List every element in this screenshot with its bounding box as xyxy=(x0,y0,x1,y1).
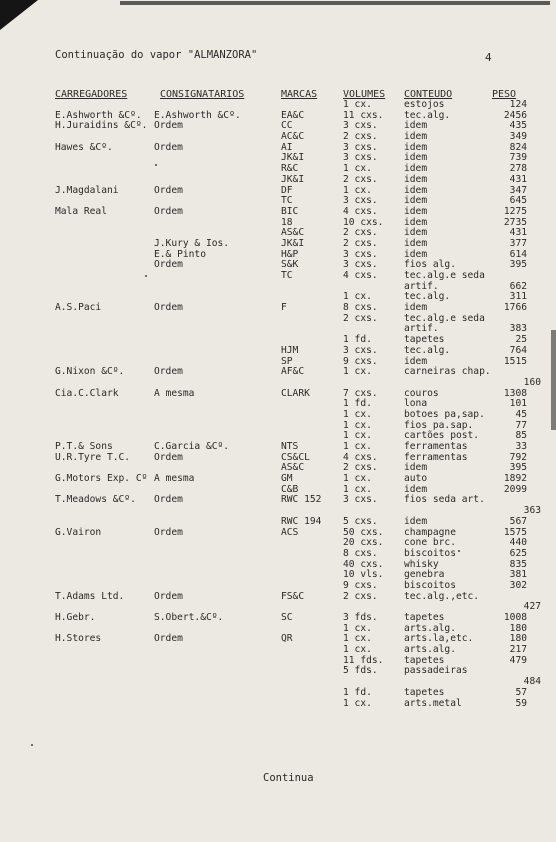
table-row xyxy=(0,506,556,517)
row-mark: BIC xyxy=(281,205,299,217)
row-content: biscoitos xyxy=(404,547,456,559)
row-weight: 625 xyxy=(509,547,527,559)
row-weight: 1515 xyxy=(503,355,527,367)
column-header-contents: CONTEUDO xyxy=(404,89,453,100)
row-volumes: 11 fds. xyxy=(343,654,384,666)
row-consignee: Ordem xyxy=(154,141,183,153)
row-content: idem xyxy=(404,195,428,207)
row-volumes: 1 fd. xyxy=(343,686,372,698)
table-row xyxy=(0,592,556,603)
table-row xyxy=(0,271,556,282)
row-mark: AC&C xyxy=(281,131,305,143)
row-weight: 45 xyxy=(515,408,527,420)
row-weight: 440 xyxy=(509,537,527,549)
table-row xyxy=(0,250,556,261)
row-weight: 383 xyxy=(509,323,527,335)
manifest-table xyxy=(0,100,556,709)
row-content: tec.alg.,etc. xyxy=(404,590,480,602)
row-mark: SP xyxy=(281,355,293,367)
row-volumes: 3 cxs. xyxy=(343,152,378,164)
row-weight: 739 xyxy=(509,152,527,164)
row-weight: 395 xyxy=(509,259,527,271)
table-row xyxy=(0,495,556,506)
dark-corner-mark xyxy=(0,0,38,30)
row-volumes: 1 cx. xyxy=(343,483,372,495)
row-volumes: 1 cx. xyxy=(343,697,372,709)
row-content: cone brc. xyxy=(404,537,456,549)
row-content: passadeiras xyxy=(404,665,468,677)
row-shipper: Mala Real xyxy=(55,205,107,217)
row-volumes: 1 cx. xyxy=(343,473,372,485)
row-content: tec.alg. xyxy=(404,344,451,356)
page-title: Continuação do vapor "ALMANZORA" xyxy=(55,49,258,61)
table-row xyxy=(0,378,556,389)
row-consignee: Ordem xyxy=(154,366,183,378)
row-mark: RWC 194 xyxy=(281,515,322,527)
row-volumes: 20 cxs. xyxy=(343,537,384,549)
row-weight: 792 xyxy=(509,451,527,463)
table-row xyxy=(0,153,556,164)
row-shipper: A.S.Paci xyxy=(55,302,102,314)
row-volumes: 1 cx. xyxy=(343,408,372,420)
table-row xyxy=(0,207,556,218)
table-row xyxy=(0,367,556,378)
row-mark: 18 xyxy=(281,216,293,228)
row-content: tec.alg.e seda xyxy=(404,270,485,281)
row-volumes: 2 cxs. xyxy=(343,462,378,474)
row-mark: EA&C xyxy=(281,109,305,121)
row-volumes: 4 cxs. xyxy=(343,451,378,463)
column-header-volumes: VOLUMES xyxy=(343,89,386,100)
row-weight: 431 xyxy=(509,227,527,239)
row-content: idem xyxy=(404,355,428,367)
row-weight: 180 xyxy=(509,622,527,634)
ink-speck xyxy=(31,744,33,746)
row-consignee: Ordem xyxy=(154,259,183,271)
row-content: idem xyxy=(404,227,428,239)
table-row xyxy=(0,528,556,539)
row-volumes: 4 cxs. xyxy=(343,205,378,217)
row-weight: 160 xyxy=(523,376,541,388)
row-volumes: 1 cx. xyxy=(343,633,372,645)
row-weight: 824 xyxy=(509,141,527,153)
row-consignee: A mesma xyxy=(154,473,195,485)
row-shipper: G.Motors Exp. Cº xyxy=(55,473,148,485)
row-weight: 1308 xyxy=(503,387,527,399)
row-volumes: 1 cx. xyxy=(343,184,372,196)
table-row xyxy=(0,699,556,710)
row-volumes: 40 cxs. xyxy=(343,558,384,570)
row-mark: AS&C xyxy=(281,227,305,239)
row-content: biscoitos xyxy=(404,579,456,591)
row-weight: 77 xyxy=(515,419,527,431)
row-content: tapetes xyxy=(404,654,445,666)
row-volumes: 1 fd. xyxy=(343,398,372,410)
row-shipper: Hawes &Cº. xyxy=(55,141,113,153)
row-content: idem xyxy=(404,515,428,527)
row-volumes: 1 cx. xyxy=(343,644,372,656)
continuation-note: Continua xyxy=(263,772,314,784)
row-weight: 395 xyxy=(509,462,527,474)
row-weight: 479 xyxy=(509,654,527,666)
row-volumes: 5 fds. xyxy=(343,665,378,677)
row-volumes: 1 fd. xyxy=(343,334,372,346)
row-volumes: 3 cxs. xyxy=(343,141,378,153)
row-volumes: 3 cxs. xyxy=(343,120,378,132)
row-content: tec.alg. xyxy=(404,109,451,121)
table-row xyxy=(0,314,556,325)
table-row xyxy=(0,538,556,549)
row-weight: 59 xyxy=(515,697,527,709)
row-weight: 2099 xyxy=(503,483,527,495)
row-weight: 645 xyxy=(509,195,527,207)
table-row xyxy=(0,666,556,677)
row-weight: 381 xyxy=(509,569,527,581)
row-content: fios seda art. xyxy=(404,494,485,506)
row-content: idem xyxy=(404,237,428,249)
page-number: 4 xyxy=(485,51,492,64)
row-mark: JK&I xyxy=(281,173,305,185)
table-row xyxy=(0,239,556,250)
ink-speck xyxy=(155,164,157,166)
row-volumes: 9 cxs. xyxy=(343,579,378,591)
row-mark: FS&C xyxy=(281,590,305,602)
row-mark: DF xyxy=(281,184,293,196)
row-mark: R&C xyxy=(281,163,299,175)
row-weight: 431 xyxy=(509,173,527,185)
row-consignee: E.Ashworth &Cº. xyxy=(154,109,241,121)
table-row xyxy=(0,570,556,581)
row-mark: AF&C xyxy=(281,366,305,378)
row-content: idem xyxy=(404,152,428,164)
table-row xyxy=(0,688,556,699)
row-consignee: E.& Pinto xyxy=(154,248,206,260)
row-consignee: J.Kury & Ios. xyxy=(154,237,230,249)
row-weight: 435 xyxy=(509,120,527,132)
row-consignee: Ordem xyxy=(154,526,183,538)
row-volumes: 3 fds. xyxy=(343,612,378,623)
table-row xyxy=(0,175,556,186)
row-weight: 302 xyxy=(509,579,527,591)
column-header-consignees: CONSIGNATARIOS xyxy=(160,89,245,100)
row-content: fios alg. xyxy=(404,259,456,271)
row-mark: GM xyxy=(281,473,293,485)
table-row xyxy=(0,164,556,175)
row-volumes: 8 cxs. xyxy=(343,302,378,314)
row-weight: 484 xyxy=(523,676,541,688)
row-weight: 57 xyxy=(515,686,527,698)
row-shipper: Cia.C.Clark xyxy=(55,387,119,399)
table-row xyxy=(0,634,556,645)
row-shipper: G.Vairon xyxy=(55,526,102,538)
row-content: idem xyxy=(404,141,428,153)
table-row xyxy=(0,645,556,656)
column-header-shippers: CARREGADORES xyxy=(55,89,128,100)
row-weight: 85 xyxy=(515,430,527,442)
row-content: idem xyxy=(404,131,428,143)
row-volumes: 2 cxs. xyxy=(343,590,378,602)
row-volumes: 3 cxs. xyxy=(343,494,378,506)
row-mark: RWC 152 xyxy=(281,494,322,506)
row-content: idem xyxy=(404,462,428,474)
row-content: tapetes xyxy=(404,612,445,623)
table-row xyxy=(0,474,556,485)
row-content: idem xyxy=(404,184,428,196)
row-shipper: T.Adams Ltd. xyxy=(55,590,125,602)
row-weight: 764 xyxy=(509,344,527,356)
row-content: whisky xyxy=(404,558,439,570)
row-content: ferramentas xyxy=(404,451,468,463)
row-mark: H&P xyxy=(281,248,299,260)
row-volumes: 2 cxs. xyxy=(343,237,378,249)
row-consignee: Ordem xyxy=(154,590,183,602)
row-mark: NTS xyxy=(281,441,299,452)
row-content: arts.alg. xyxy=(404,622,456,634)
row-volumes: 2 cxs. xyxy=(343,173,378,185)
row-content: fios pa.sap. xyxy=(404,419,474,431)
row-volumes: 2 cxs. xyxy=(343,131,378,143)
row-mark: TC xyxy=(281,270,293,281)
row-content: lona xyxy=(404,398,428,410)
row-weight: 2735 xyxy=(503,216,527,228)
table-row xyxy=(0,324,556,335)
row-shipper: E.Ashworth &Cº. xyxy=(55,109,142,121)
row-content: couros xyxy=(404,387,439,399)
row-content: idem xyxy=(404,216,428,228)
row-shipper: P.T.& Sons xyxy=(55,441,113,452)
row-consignee: Ordem xyxy=(154,451,183,463)
row-weight: 363 xyxy=(523,505,541,517)
row-weight: 835 xyxy=(509,558,527,570)
row-content: arts.alg. xyxy=(404,644,456,656)
table-row xyxy=(0,656,556,667)
row-mark: CC xyxy=(281,120,293,132)
row-shipper: G.Nixon &Cº. xyxy=(55,366,125,378)
row-weight: 614 xyxy=(509,248,527,260)
row-mark: HJM xyxy=(281,344,299,356)
row-volumes: 3 cxs. xyxy=(343,344,378,356)
row-weight: 567 xyxy=(509,515,527,527)
row-weight: 180 xyxy=(509,633,527,645)
row-weight: 377 xyxy=(509,237,527,249)
row-volumes: 50 cxs. xyxy=(343,526,384,538)
row-consignee: Ordem xyxy=(154,205,183,217)
table-row xyxy=(0,389,556,400)
row-mark: SC xyxy=(281,612,293,623)
row-weight: 1008 xyxy=(503,612,527,623)
row-volumes: 10 cxs. xyxy=(343,216,384,228)
row-weight: 347 xyxy=(509,184,527,196)
row-content: tapetes xyxy=(404,686,445,698)
row-weight: 349 xyxy=(509,131,527,143)
table-row xyxy=(0,677,556,688)
row-volumes: 3 cxs. xyxy=(343,259,378,271)
row-content: idem xyxy=(404,483,428,495)
row-consignee: C.Garcia &Cº. xyxy=(154,441,230,452)
row-weight: 2456 xyxy=(503,109,527,121)
row-content: idem xyxy=(404,302,428,314)
row-mark: JK&I xyxy=(281,237,305,249)
row-weight: 217 xyxy=(509,644,527,656)
row-mark: QR xyxy=(281,633,293,645)
row-content: idem xyxy=(404,163,428,175)
table-row xyxy=(0,453,556,464)
row-consignee: S.Obert.&Cº. xyxy=(154,612,224,623)
row-shipper: H.Gebr. xyxy=(55,612,96,623)
row-shipper: H.Juraidins &Cº. xyxy=(55,120,148,132)
row-content: carneiras chap. xyxy=(404,366,491,378)
row-content: estojos xyxy=(404,99,445,110)
table-row xyxy=(0,346,556,357)
row-weight: 1892 xyxy=(503,473,527,485)
row-mark: CLARK xyxy=(281,387,310,399)
row-weight: 427 xyxy=(523,601,541,613)
row-content: tec.alg. xyxy=(404,291,451,303)
row-weight: 278 xyxy=(509,163,527,175)
row-volumes: 3 cxs. xyxy=(343,248,378,260)
row-weight: 311 xyxy=(509,291,527,303)
row-consignee: Ordem xyxy=(154,120,183,132)
row-volumes: 2 cxs. xyxy=(343,227,378,239)
table-row xyxy=(0,613,556,624)
row-content: botoes pa,sap. xyxy=(404,408,485,420)
table-row xyxy=(0,517,556,528)
row-volumes: 1 cx. xyxy=(343,291,372,303)
table-row xyxy=(0,121,556,132)
table-row xyxy=(0,228,556,239)
top-edge-smudge xyxy=(120,1,550,5)
row-mark: S&K xyxy=(281,259,299,271)
table-row xyxy=(0,560,556,571)
table-row xyxy=(0,282,556,293)
row-mark: ACS xyxy=(281,526,299,538)
row-content: idem xyxy=(404,205,428,217)
row-weight: 33 xyxy=(515,441,527,452)
ink-speck xyxy=(458,550,460,552)
row-volumes: 1 cx. xyxy=(343,366,372,378)
row-shipper: U.R.Tyre T.C. xyxy=(55,451,131,463)
row-content: idem xyxy=(404,120,428,132)
row-content: cartões post. xyxy=(404,430,480,442)
row-mark: F xyxy=(281,302,287,314)
row-mark: JK&I xyxy=(281,152,305,164)
table-row xyxy=(0,218,556,229)
row-content: auto xyxy=(404,473,428,485)
row-weight: 101 xyxy=(509,398,527,410)
row-mark: AI xyxy=(281,141,293,153)
row-weight: 662 xyxy=(509,280,527,292)
row-volumes: 3 cxs. xyxy=(343,195,378,207)
row-volumes: 2 cxs. xyxy=(343,312,378,324)
row-volumes: 1 cx. xyxy=(343,622,372,634)
row-consignee: Ordem xyxy=(154,302,183,314)
row-content: arts.metal xyxy=(404,697,462,709)
column-header-weight: PESO xyxy=(492,89,517,100)
ink-speck xyxy=(145,275,147,277)
row-content: arts.la,etc. xyxy=(404,633,474,645)
row-content: tec.alg.e seda xyxy=(404,312,485,324)
table-row xyxy=(0,335,556,346)
row-consignee: Ordem xyxy=(154,494,183,506)
row-weight: 1575 xyxy=(503,526,527,538)
table-row xyxy=(0,549,556,560)
row-consignee: Ordem xyxy=(154,633,183,645)
row-weight: 1766 xyxy=(503,302,527,314)
row-volumes: 8 cxs. xyxy=(343,547,378,559)
row-volumes: 1 cx. xyxy=(343,430,372,442)
row-volumes: 1 cx. xyxy=(343,163,372,175)
row-volumes: 7 cxs. xyxy=(343,387,378,399)
row-mark: C&B xyxy=(281,483,299,495)
row-volumes: 11 cxs. xyxy=(343,109,384,121)
row-volumes: 1 cx. xyxy=(343,441,372,452)
row-mark: CS&CL xyxy=(281,451,310,463)
row-volumes: 1 cx. xyxy=(343,419,372,431)
table-row xyxy=(0,143,556,154)
row-content: tapetes xyxy=(404,334,445,346)
row-content: ferramentas xyxy=(404,441,468,452)
column-header-marks: MARCAS xyxy=(281,89,318,100)
row-weight: 124 xyxy=(509,99,527,110)
row-content: champagne xyxy=(404,526,456,538)
row-consignee: Ordem xyxy=(154,184,183,196)
row-content: genebra xyxy=(404,569,445,581)
row-shipper: H.Stores xyxy=(55,633,102,645)
row-volumes: 9 cxs. xyxy=(343,355,378,367)
row-shipper: T.Meadows &Cº. xyxy=(55,494,136,506)
row-content: idem xyxy=(404,173,428,185)
row-volumes: 10 vls. xyxy=(343,569,384,581)
row-weight: 1275 xyxy=(503,205,527,217)
row-weight: 25 xyxy=(515,334,527,346)
row-content: idem xyxy=(404,248,428,260)
row-content: artif. xyxy=(404,280,439,292)
row-mark: AS&C xyxy=(281,462,305,474)
row-volumes: 5 cxs. xyxy=(343,515,378,527)
row-consignee: A mesma xyxy=(154,387,195,399)
row-shipper: J.Magdalani xyxy=(55,184,119,196)
table-row xyxy=(0,186,556,197)
row-volumes: 1 cx. xyxy=(343,99,372,110)
row-content: artif. xyxy=(404,323,439,335)
row-volumes: 4 cxs. xyxy=(343,270,378,281)
row-mark: TC xyxy=(281,195,293,207)
